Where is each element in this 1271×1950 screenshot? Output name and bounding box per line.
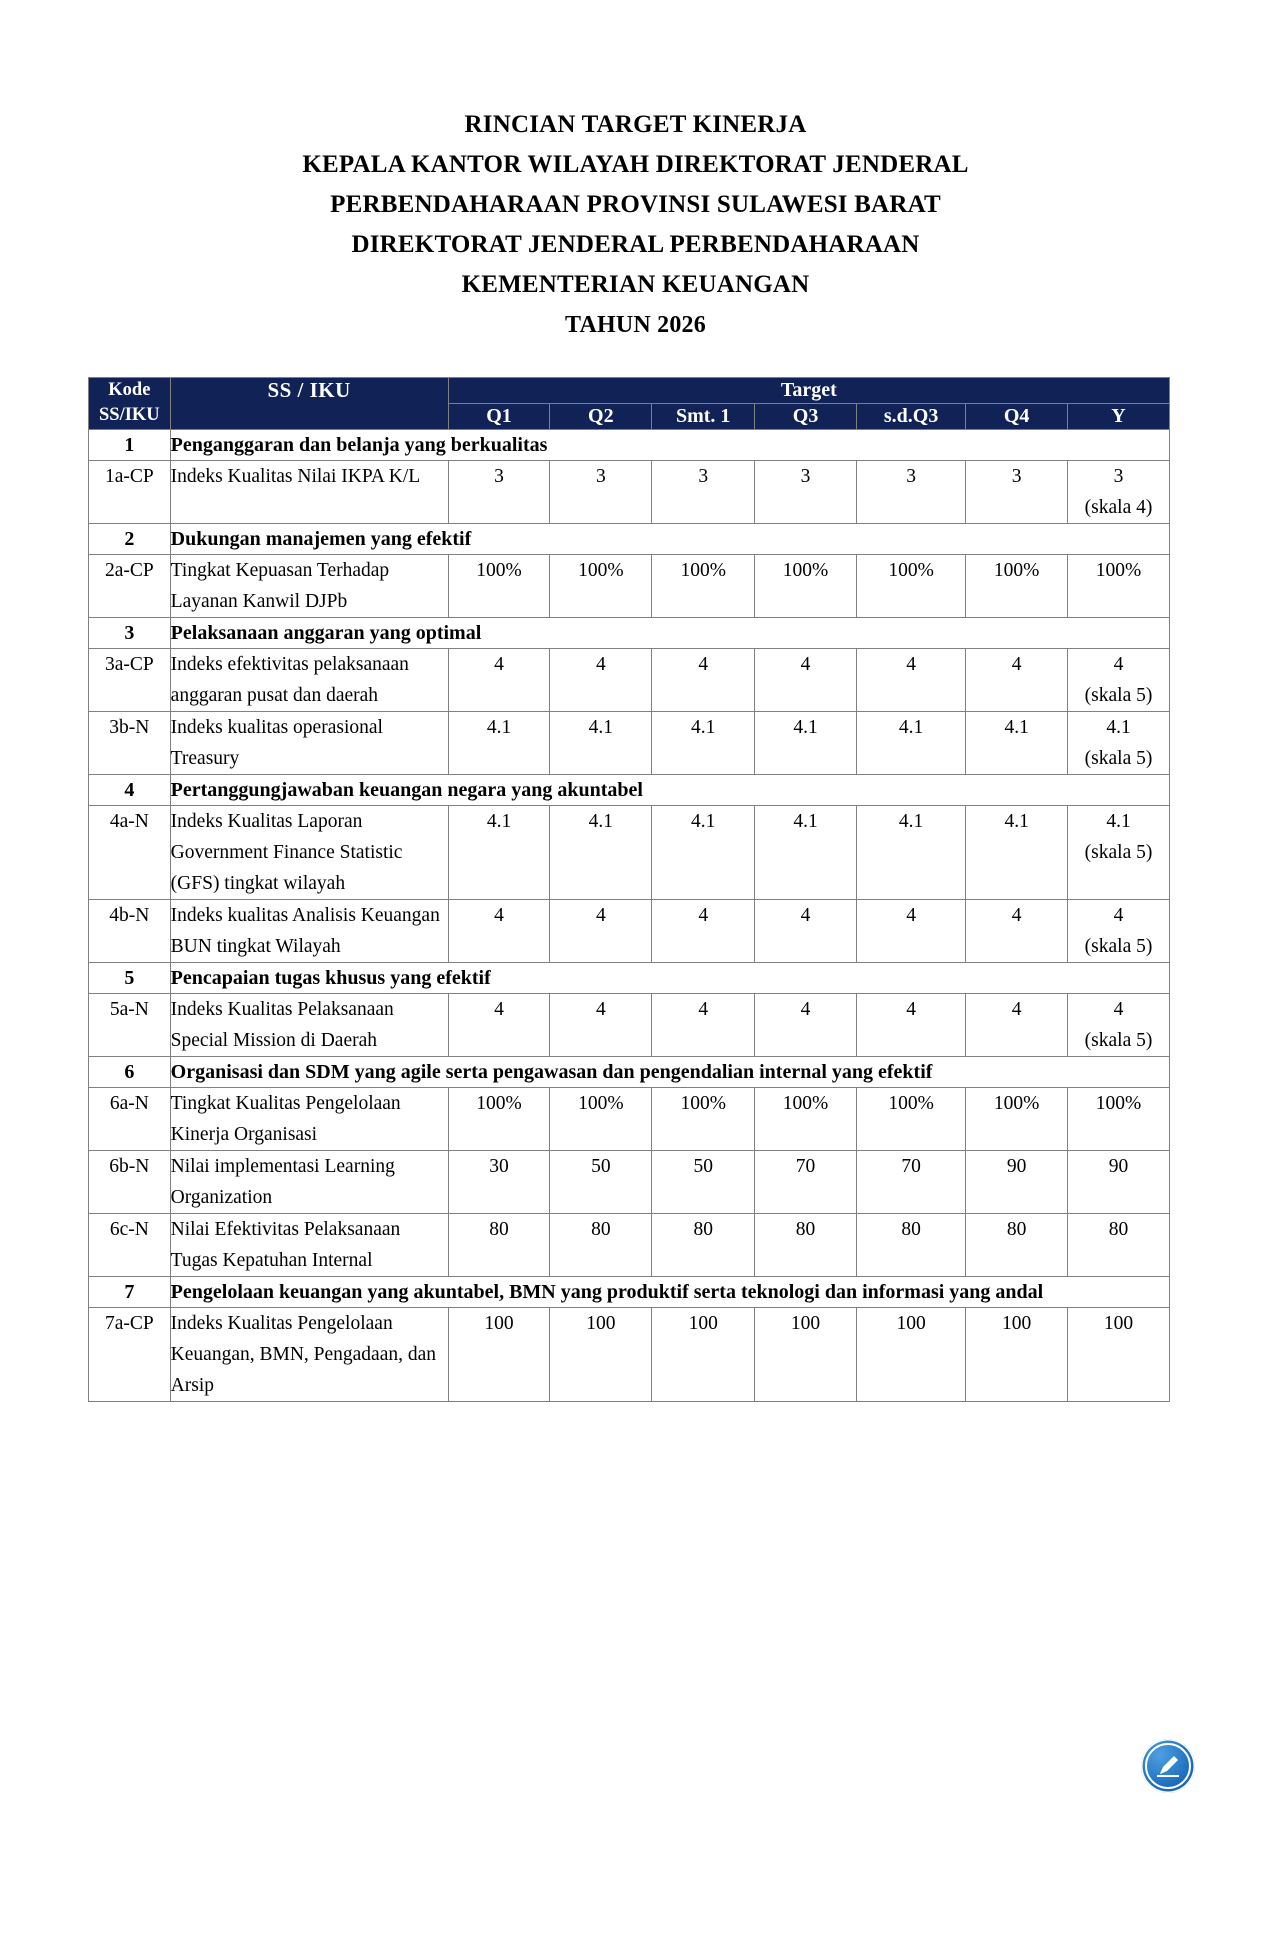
iku-value-q4 <box>966 1214 1068 1277</box>
iku-value-text: 4.1 <box>898 811 924 832</box>
group-label: Penganggaran dan belanja yang berkualitas <box>170 430 1169 461</box>
iku-value-text: 100 <box>790 1313 821 1334</box>
iku-value-q4 <box>966 1308 1068 1402</box>
iku-value-q3 <box>755 712 857 775</box>
iku-value-q2 <box>550 1088 652 1151</box>
iku-value-y <box>1068 1214 1170 1277</box>
iku-value-scale-note: (skala 5) <box>1084 1030 1153 1051</box>
iku-value-text: 4 <box>494 654 504 675</box>
iku-value-q3 <box>755 1088 857 1151</box>
iku-value-scale-note: (skala 4) <box>1084 497 1153 518</box>
title-line-1: RINCIAN TARGET KINERJA <box>464 111 807 138</box>
iku-value-text: 3 <box>800 466 811 487</box>
column-header-kode-line2: SS/IKU <box>99 405 160 425</box>
iku-value-q1 <box>448 1151 550 1214</box>
iku-value-q2 <box>550 1214 652 1277</box>
iku-value-text: 4.1 <box>691 717 716 738</box>
iku-value-text: 4.1 <box>1106 811 1131 832</box>
table-row-iku <box>89 1308 1170 1402</box>
iku-value-q2 <box>550 1308 652 1402</box>
group-number: 1 <box>89 430 171 461</box>
iku-value-q1 <box>448 1308 550 1402</box>
djpb-logo <box>1141 1739 1195 1793</box>
column-header-q2: Q2 <box>550 404 652 430</box>
table-row-iku <box>89 994 1170 1057</box>
iku-value-text: 4 <box>800 905 811 926</box>
iku-value-text: 100% <box>1095 1093 1142 1114</box>
iku-value-text: 30 <box>489 1156 509 1177</box>
iku-value-text: 4 <box>698 999 709 1020</box>
iku-value-smt1 <box>652 555 755 618</box>
column-header-q4: Q4 <box>966 404 1068 430</box>
group-label: Organisasi dan SDM yang agile serta pengawasan dan pengendalian internal yang efektif <box>170 1057 1169 1088</box>
iku-value-text: 100 <box>896 1313 926 1334</box>
table-row-group <box>89 524 1170 555</box>
iku-value-sdq3 <box>856 1088 965 1151</box>
iku-value-scale-note: (skala 5) <box>1084 748 1153 769</box>
column-header-y: Y <box>1068 404 1170 430</box>
iku-value-q1 <box>448 649 550 712</box>
iku-value-text: 80 <box>693 1219 713 1240</box>
iku-value-text: 4 <box>1011 999 1022 1020</box>
iku-value-q1 <box>448 806 550 900</box>
table-row-iku <box>89 1214 1170 1277</box>
iku-code: 4a-N <box>89 806 171 900</box>
iku-value-q2 <box>550 1151 652 1214</box>
iku-value-text: 3 <box>698 466 709 487</box>
iku-value-text: 4.1 <box>486 811 512 832</box>
iku-value-y <box>1068 712 1170 775</box>
iku-value-text: 4 <box>595 654 606 675</box>
table-row-iku <box>89 712 1170 775</box>
title-line-2: KEPALA KANTOR WILAYAH DIREKTORAT JENDERAL <box>302 151 969 178</box>
iku-value-text: 4.1 <box>793 811 818 832</box>
iku-value-sdq3 <box>856 806 965 900</box>
iku-value-smt1 <box>652 1151 755 1214</box>
iku-value-q1 <box>448 712 550 775</box>
target-kinerja-table <box>88 377 1170 1402</box>
document-title <box>0 105 1271 345</box>
iku-value-q2 <box>550 461 652 524</box>
iku-value-smt1 <box>652 806 755 900</box>
iku-value-text: 80 <box>1108 1219 1129 1240</box>
column-header-q1: Q1 <box>448 404 550 430</box>
table-body <box>89 430 1170 1402</box>
iku-value-q2 <box>550 994 652 1057</box>
iku-value-text: 100% <box>578 560 624 581</box>
iku-value-q4 <box>966 900 1068 963</box>
table-row-group <box>89 618 1170 649</box>
iku-value-smt1 <box>652 1214 755 1277</box>
iku-value-text: 100% <box>782 1093 829 1114</box>
iku-value-text: 100% <box>782 560 829 581</box>
iku-value-text: 100 <box>484 1313 514 1334</box>
pen-icon <box>1154 1752 1182 1780</box>
iku-code: 2a-CP <box>89 555 171 618</box>
iku-value-text: 4 <box>698 905 709 926</box>
iku-value-text: 4 <box>906 999 916 1020</box>
iku-name: Indeks Kualitas Laporan Government Finance Statistic (GFS) tingkat wilayah <box>170 806 448 900</box>
iku-value-q3 <box>755 1308 857 1402</box>
iku-value-q3 <box>755 461 857 524</box>
iku-value-q1 <box>448 900 550 963</box>
table-row-iku <box>89 1088 1170 1151</box>
iku-value-q4 <box>966 1088 1068 1151</box>
iku-value-q3 <box>755 555 857 618</box>
iku-value-q4 <box>966 1151 1068 1214</box>
iku-value-text: 4 <box>800 654 811 675</box>
group-label: Pengelolaan keuangan yang akuntabel, BMN yang produktif serta teknologi dan informasi yang andal <box>170 1277 1169 1308</box>
iku-value-text: 4 <box>1113 999 1124 1020</box>
iku-value-text: 3 <box>906 466 916 487</box>
iku-value-smt1 <box>652 994 755 1057</box>
column-header-q3: Q3 <box>755 404 857 430</box>
iku-value-smt1 <box>652 1308 755 1402</box>
iku-name: Tingkat Kepuasan Terhadap Layanan Kanwil DJPb <box>170 555 448 618</box>
iku-code: 5a-N <box>89 994 171 1057</box>
title-line-5: KEMENTERIAN KEUANGAN <box>461 271 810 298</box>
iku-value-sdq3 <box>856 649 965 712</box>
iku-value-text: 4 <box>494 905 504 926</box>
iku-value-text: 4 <box>906 654 916 675</box>
iku-code: 6a-N <box>89 1088 171 1151</box>
iku-value-q1 <box>448 1214 550 1277</box>
iku-value-scale-note: (skala 5) <box>1084 936 1153 957</box>
table-row-iku <box>89 900 1170 963</box>
column-header-sdq3: s.d.Q3 <box>856 404 965 430</box>
iku-code: 1a-CP <box>89 461 171 524</box>
iku-value-text: 4 <box>906 905 916 926</box>
group-number: 2 <box>89 524 171 555</box>
iku-value-y <box>1068 649 1170 712</box>
iku-value-text: 100% <box>476 1093 522 1114</box>
iku-value-text: 50 <box>591 1156 611 1177</box>
table-row-group <box>89 1277 1170 1308</box>
iku-value-q3 <box>755 1214 857 1277</box>
group-label: Pertanggungjawaban keuangan negara yang akuntabel <box>170 775 1169 806</box>
iku-value-text: 70 <box>795 1156 816 1177</box>
iku-value-smt1 <box>652 1088 755 1151</box>
iku-value-text: 4 <box>595 999 606 1020</box>
iku-value-text: 3 <box>1113 466 1124 487</box>
iku-value-q2 <box>550 649 652 712</box>
iku-value-q2 <box>550 555 652 618</box>
column-header-target: Target <box>448 378 1169 404</box>
table-row-group <box>89 775 1170 806</box>
iku-value-q1 <box>448 461 550 524</box>
iku-code: 7a-CP <box>89 1308 171 1402</box>
iku-value-y <box>1068 1088 1170 1151</box>
iku-value-smt1 <box>652 461 755 524</box>
table-row-iku <box>89 555 1170 618</box>
iku-value-y <box>1068 555 1170 618</box>
iku-value-text: 100% <box>993 1093 1040 1114</box>
iku-value-text: 4.1 <box>588 717 614 738</box>
target-kinerja-table-container <box>88 377 1170 1402</box>
iku-value-text: 100% <box>680 560 726 581</box>
title-year: TAHUN 2026 <box>565 312 706 338</box>
iku-value-text: 100% <box>888 1093 934 1114</box>
table-row-iku <box>89 649 1170 712</box>
iku-value-text: 4.1 <box>1004 811 1029 832</box>
iku-value-sdq3 <box>856 461 965 524</box>
iku-value-q4 <box>966 555 1068 618</box>
iku-value-text: 70 <box>901 1156 921 1177</box>
iku-value-text: 80 <box>591 1219 611 1240</box>
iku-value-q3 <box>755 1151 857 1214</box>
iku-code: 3b-N <box>89 712 171 775</box>
iku-value-sdq3 <box>856 994 965 1057</box>
iku-value-text: 100% <box>476 560 522 581</box>
iku-value-q2 <box>550 900 652 963</box>
title-line-4: DIREKTORAT JENDERAL PERBENDAHARAAN <box>351 231 920 258</box>
iku-value-q4 <box>966 806 1068 900</box>
table-row-group <box>89 430 1170 461</box>
iku-value-text: 50 <box>693 1156 713 1177</box>
iku-value-sdq3 <box>856 555 965 618</box>
table-header <box>89 378 1170 430</box>
iku-name: Indeks Kualitas Nilai IKPA K/L <box>170 461 448 524</box>
iku-name: Nilai Efektivitas Pelaksanaan Tugas Kepatuhan Internal <box>170 1214 448 1277</box>
iku-value-y <box>1068 1151 1170 1214</box>
iku-value-sdq3 <box>856 1151 965 1214</box>
iku-value-smt1 <box>652 712 755 775</box>
iku-value-text: 100% <box>888 560 934 581</box>
iku-value-text: 100 <box>1103 1313 1134 1334</box>
iku-value-text: 4.1 <box>588 811 614 832</box>
iku-name: Indeks Kualitas Pengelolaan Keuangan, BMN, Pengadaan, dan Arsip <box>170 1308 448 1402</box>
group-number: 3 <box>89 618 171 649</box>
group-number: 6 <box>89 1057 171 1088</box>
iku-value-text: 4 <box>1011 905 1022 926</box>
column-header-kode <box>89 378 171 430</box>
iku-value-text: 100 <box>688 1313 718 1334</box>
iku-value-q4 <box>966 461 1068 524</box>
iku-value-smt1 <box>652 649 755 712</box>
iku-value-q4 <box>966 712 1068 775</box>
iku-value-text: 100% <box>993 560 1040 581</box>
iku-value-text: 90 <box>1108 1156 1129 1177</box>
column-header-ss-iku: SS / IKU <box>170 378 448 430</box>
iku-value-q2 <box>550 806 652 900</box>
iku-value-y <box>1068 461 1170 524</box>
iku-value-text: 80 <box>1006 1219 1027 1240</box>
iku-name: Indeks kualitas Analisis Keuangan BUN tingkat Wilayah <box>170 900 448 963</box>
table-row-iku <box>89 1151 1170 1214</box>
iku-value-text: 80 <box>489 1219 509 1240</box>
iku-value-text: 3 <box>494 466 504 487</box>
iku-value-text: 4.1 <box>898 717 924 738</box>
iku-code: 3a-CP <box>89 649 171 712</box>
iku-value-text: 4.1 <box>793 717 818 738</box>
column-header-kode-line1: Kode <box>108 380 151 400</box>
iku-value-q4 <box>966 994 1068 1057</box>
iku-value-text: 4.1 <box>486 717 512 738</box>
iku-name: Tingkat Kualitas Pengelolaan Kinerja Organisasi <box>170 1088 448 1151</box>
iku-name: Indeks Kualitas Pelaksanaan Special Mission di Daerah <box>170 994 448 1057</box>
iku-value-smt1 <box>652 900 755 963</box>
iku-value-text: 100 <box>1002 1313 1032 1334</box>
iku-value-scale-note: (skala 5) <box>1084 685 1153 706</box>
iku-value-text: 4 <box>1113 905 1124 926</box>
iku-value-q3 <box>755 649 857 712</box>
iku-value-text: 4 <box>698 654 709 675</box>
iku-code: 6c-N <box>89 1214 171 1277</box>
table-row-group <box>89 1057 1170 1088</box>
iku-value-q4 <box>966 649 1068 712</box>
iku-value-text: 4 <box>595 905 606 926</box>
iku-value-text: 4.1 <box>1106 717 1131 738</box>
iku-value-text: 100% <box>680 1093 726 1114</box>
iku-value-text: 100 <box>586 1313 616 1334</box>
iku-value-q3 <box>755 806 857 900</box>
iku-name: Indeks kualitas operasional Treasury <box>170 712 448 775</box>
iku-value-text: 100% <box>1095 560 1142 581</box>
iku-value-q1 <box>448 1088 550 1151</box>
iku-value-text: 4 <box>1011 654 1022 675</box>
iku-value-sdq3 <box>856 900 965 963</box>
iku-value-text: 80 <box>901 1219 921 1240</box>
table-header-row-1 <box>89 378 1170 404</box>
column-header-smt1: Smt. 1 <box>652 404 755 430</box>
iku-value-text: 100% <box>578 1093 624 1114</box>
iku-name: Nilai implementasi Learning Organization <box>170 1151 448 1214</box>
iku-value-q1 <box>448 994 550 1057</box>
iku-value-scale-note: (skala 5) <box>1084 842 1153 863</box>
table-row-iku <box>89 461 1170 524</box>
iku-value-q1 <box>448 555 550 618</box>
group-label: Pelaksanaan anggaran yang optimal <box>170 618 1169 649</box>
group-number: 7 <box>89 1277 171 1308</box>
iku-value-text: 90 <box>1006 1156 1027 1177</box>
iku-value-sdq3 <box>856 1308 965 1402</box>
iku-value-text: 3 <box>1011 466 1022 487</box>
iku-value-text: 4 <box>494 999 504 1020</box>
table-row-iku <box>89 806 1170 900</box>
iku-value-y <box>1068 806 1170 900</box>
group-label: Dukungan manajemen yang efektif <box>170 524 1169 555</box>
iku-value-sdq3 <box>856 712 965 775</box>
iku-code: 4b-N <box>89 900 171 963</box>
iku-value-text: 4 <box>1113 654 1124 675</box>
iku-value-y <box>1068 994 1170 1057</box>
iku-code: 6b-N <box>89 1151 171 1214</box>
group-label: Pencapaian tugas khusus yang efektif <box>170 963 1169 994</box>
iku-value-text: 4.1 <box>1004 717 1029 738</box>
iku-value-q3 <box>755 900 857 963</box>
table-row-group <box>89 963 1170 994</box>
iku-value-q2 <box>550 712 652 775</box>
iku-value-text: 80 <box>795 1219 816 1240</box>
iku-value-text: 4 <box>800 999 811 1020</box>
iku-value-y <box>1068 900 1170 963</box>
iku-value-y <box>1068 1308 1170 1402</box>
iku-value-text: 3 <box>595 466 606 487</box>
iku-value-sdq3 <box>856 1214 965 1277</box>
group-number: 5 <box>89 963 171 994</box>
title-line-3: PERBENDAHARAAN PROVINSI SULAWESI BARAT <box>330 191 941 218</box>
group-number: 4 <box>89 775 171 806</box>
iku-name: Indeks efektivitas pelaksanaan anggaran pusat dan daerah <box>170 649 448 712</box>
iku-value-text: 4.1 <box>691 811 716 832</box>
iku-value-q3 <box>755 994 857 1057</box>
